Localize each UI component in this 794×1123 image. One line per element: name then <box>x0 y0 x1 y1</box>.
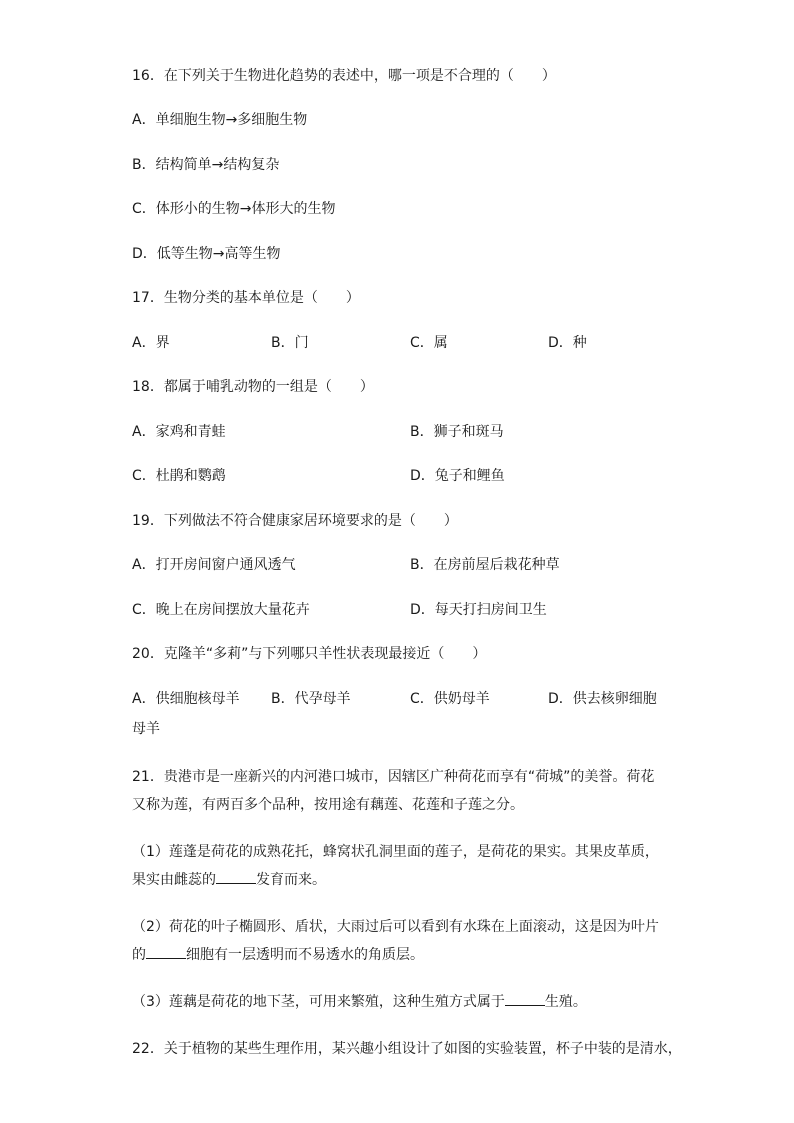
q19-option-d[interactable]: D．每天打扫房间卫生 <box>410 602 547 618</box>
q16-option-a[interactable]: A．单细胞生物→多细胞生物 <box>132 112 308 128</box>
q20-option-a[interactable]: A．供细胞核母羊 <box>132 691 240 707</box>
q20-option-b[interactable]: B．代孕母羊 <box>271 691 351 707</box>
q18-option-c[interactable]: C．杜鹃和鹦鹉 <box>132 468 226 484</box>
q21-sub2-text-after: 细胞有一层透明而不易透水的角质层。 <box>186 947 424 963</box>
q16-option-c[interactable]: C．体形小的生物→体形大的生物 <box>132 201 336 217</box>
q20-stem: 20．克隆羊“多莉”与下列哪只羊性状表现最接近（ ） <box>132 646 487 662</box>
q20-option-d-continuation: 母羊 <box>132 721 160 737</box>
q21-sub3-text-after: 生殖。 <box>544 994 587 1010</box>
q21-sub1-text-before: （1）莲蓬是荷花的成熟花托，蜂窝状孔洞里面的莲子，是荷花的果实。其果皮革质，果实由雌蕊的 <box>132 844 659 888</box>
q22-stem: 22．关于植物的某些生理作用，某兴趣小组设计了如图的实验装置，杯子中装的是清水， <box>132 1041 682 1057</box>
q21-sub1-text-after: 发育而来。 <box>256 872 326 888</box>
q20-option-c[interactable]: C．供奶母羊 <box>410 691 490 707</box>
q21-stem: 21．贵港市是一座新兴的内河港口城市，因辖区广种荷花而享有“荷城”的美誉。荷花又称为莲，有两百多个品种，按用途有藕莲、花莲和子莲之分。 <box>132 769 655 813</box>
q19-option-a[interactable]: A．打开房间窗户通风透气 <box>132 557 296 573</box>
q21-sub1 <box>132 838 664 894</box>
q17-option-b[interactable]: B．门 <box>271 335 309 351</box>
q17-option-d[interactable]: D．种 <box>548 335 587 351</box>
q21-sub1-answer-blank[interactable] <box>216 869 256 884</box>
q17-stem: 17．生物分类的基本单位是（ ） <box>132 290 360 306</box>
q18-option-a[interactable]: A．家鸡和青蛙 <box>132 424 226 440</box>
q16-option-d[interactable]: D．低等生物→高等生物 <box>132 246 281 262</box>
q17-option-a[interactable]: A．界 <box>132 335 170 351</box>
q19-option-c[interactable]: C．晚上在房间摆放大量花卉 <box>132 602 310 618</box>
q21-sub2 <box>132 913 664 969</box>
q19-stem: 19．下列做法不符合健康家居环境要求的是（ ） <box>132 513 458 529</box>
q19-option-b[interactable]: B．在房前屋后栽花种草 <box>410 557 560 573</box>
q16-stem: 16．在下列关于生物进化趋势的表述中，哪一项是不合理的（ ） <box>132 68 556 84</box>
q21-sub2-answer-blank[interactable] <box>146 944 186 959</box>
q21-sub3 <box>132 988 664 1016</box>
q16-option-b[interactable]: B．结构简单→结构复杂 <box>132 157 280 173</box>
q21-sub3-answer-blank[interactable] <box>505 991 545 1006</box>
q18-option-b[interactable]: B．狮子和斑马 <box>410 424 504 440</box>
q21-sub2-text-before: （2）荷花的叶子椭圆形、盾状，大雨过后可以看到有水珠在上面滚动，这是因为叶片的 <box>132 919 659 963</box>
q20-option-d[interactable]: D．供去核卵细胞 <box>548 691 657 707</box>
q17-option-c[interactable]: C．属 <box>410 335 448 351</box>
q21-sub3-text-before: （3）莲藕是荷花的地下茎，可用来繁殖，这种生殖方式属于 <box>132 994 505 1010</box>
q18-stem: 18．都属于哺乳动物的一组是（ ） <box>132 379 374 395</box>
q18-option-d[interactable]: D．兔子和鲤鱼 <box>410 468 505 484</box>
